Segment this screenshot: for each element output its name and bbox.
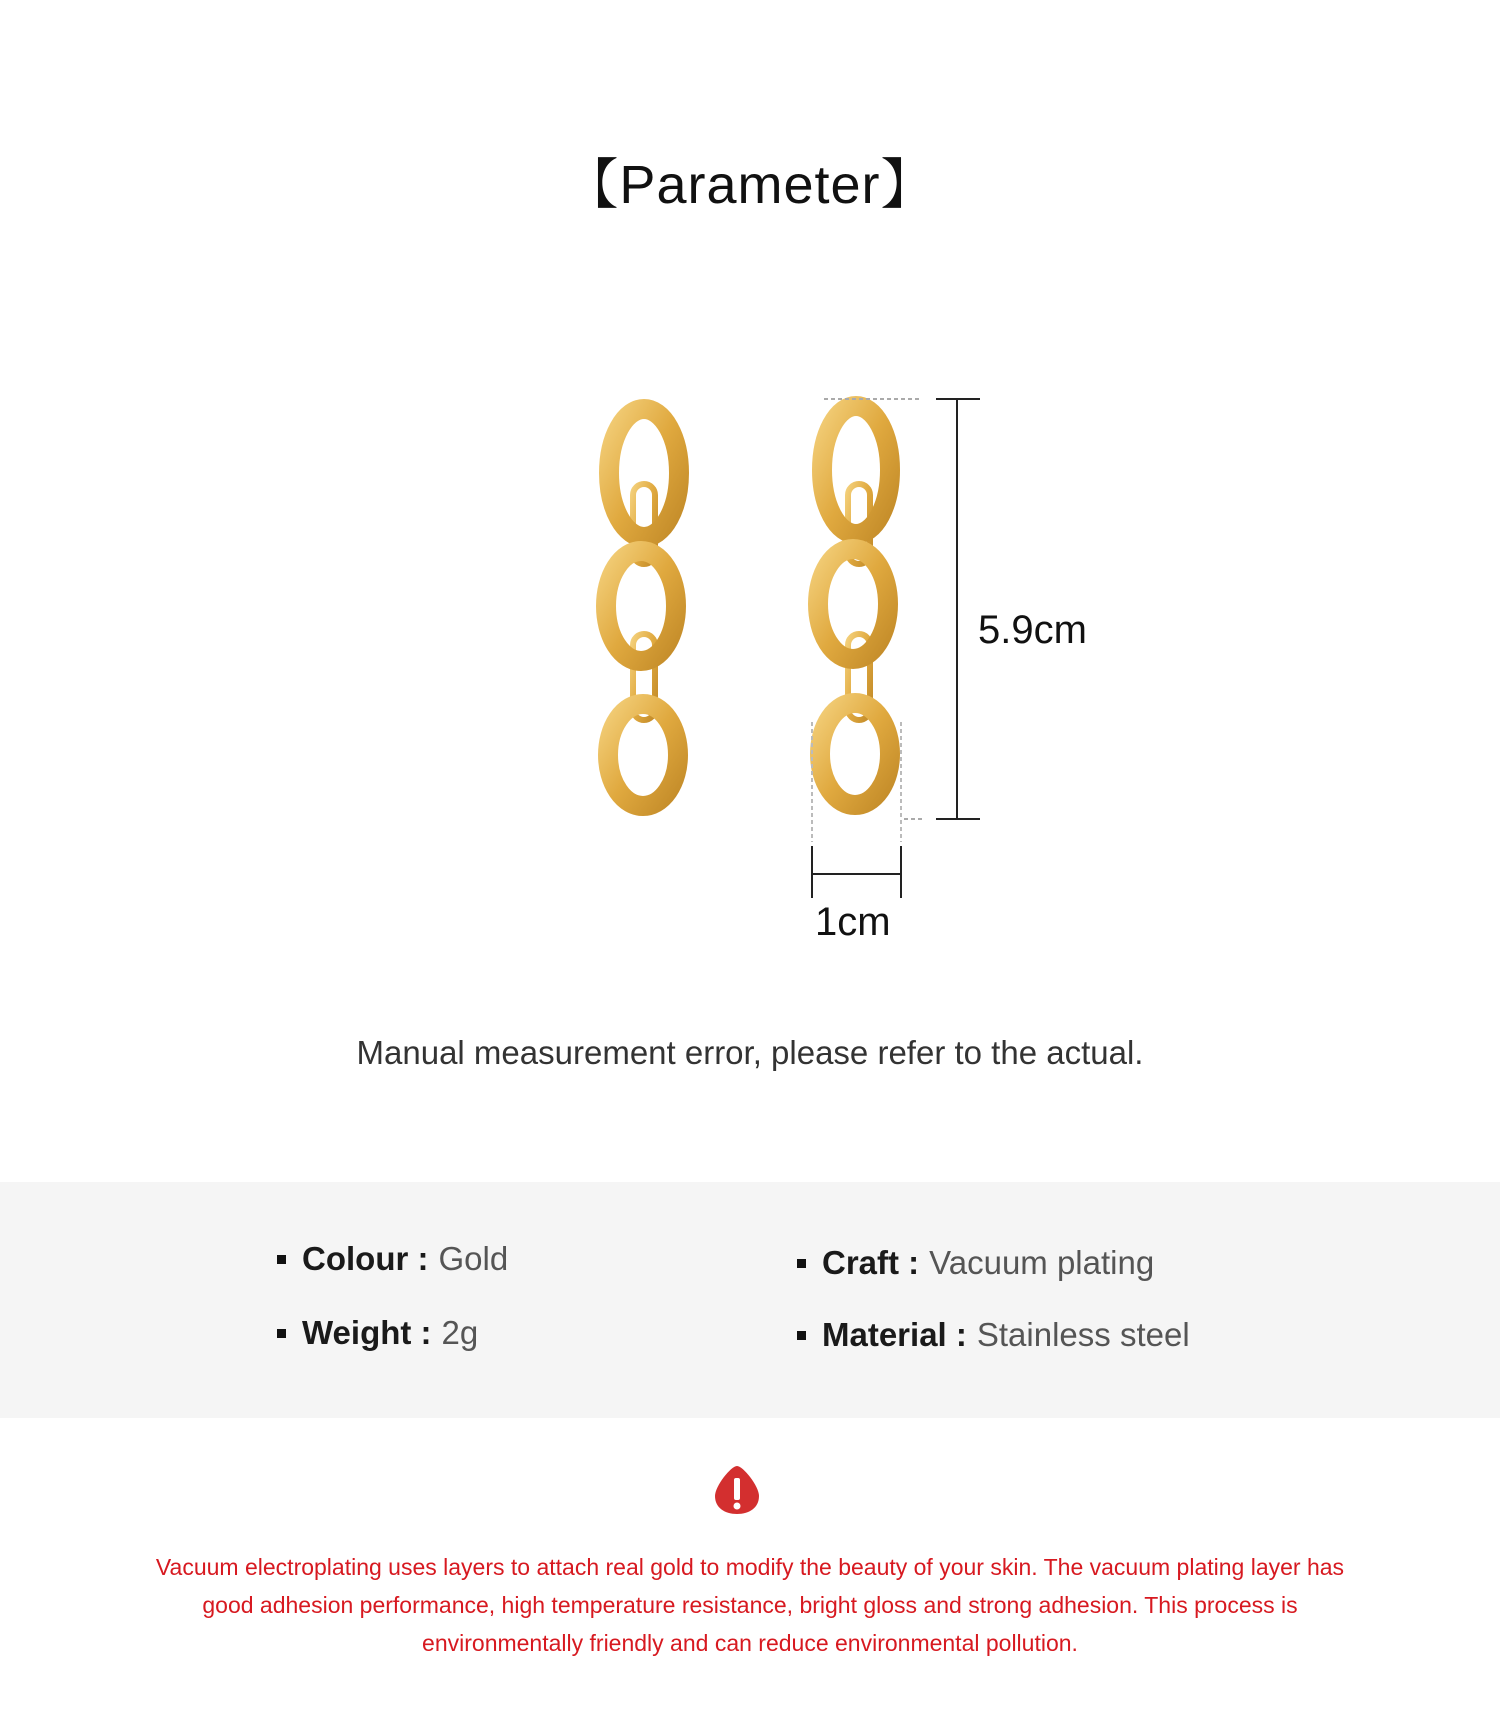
- spec-weight: [277, 1314, 478, 1352]
- spec-value: Stainless steel: [976, 1316, 1190, 1353]
- height-measurement: 5.9cm: [978, 608, 1087, 652]
- spec-material: [797, 1316, 1190, 1354]
- spec-value: Vacuum plating: [929, 1244, 1155, 1281]
- bullet-icon: [277, 1255, 286, 1264]
- measurement-note: Manual measurement error, please refer to the actual.: [356, 1034, 1144, 1071]
- spec-colour: [277, 1240, 508, 1278]
- bullet-icon: [797, 1259, 806, 1268]
- spec-label: Material :: [822, 1316, 967, 1353]
- spec-label: Colour :: [302, 1240, 429, 1277]
- spec-label: Craft :: [822, 1244, 920, 1281]
- earring-left: [606, 409, 679, 806]
- spec-value: 2g: [441, 1314, 479, 1351]
- earring-right: [818, 406, 890, 805]
- exclamation-icon: [713, 1464, 761, 1516]
- warning-text: Vacuum electroplating uses layers to attach real gold to modify the beauty of your skin. The vacuum plating layer has good adhesion performance, high temperature resistance, bright gloss and strong adhesion. This process is environmentally friendly and can reduce environmental pollution.: [155, 1554, 1345, 1656]
- bullet-icon: [797, 1331, 806, 1340]
- spec-craft: [797, 1244, 1154, 1282]
- spec-label: Weight :: [302, 1314, 432, 1351]
- page-title: 【Parameter】: [564, 155, 936, 215]
- width-measurement: 1cm: [815, 900, 891, 944]
- spec-panel: [0, 1182, 1500, 1418]
- bullet-icon: [277, 1329, 286, 1338]
- spec-value: Gold: [438, 1240, 509, 1277]
